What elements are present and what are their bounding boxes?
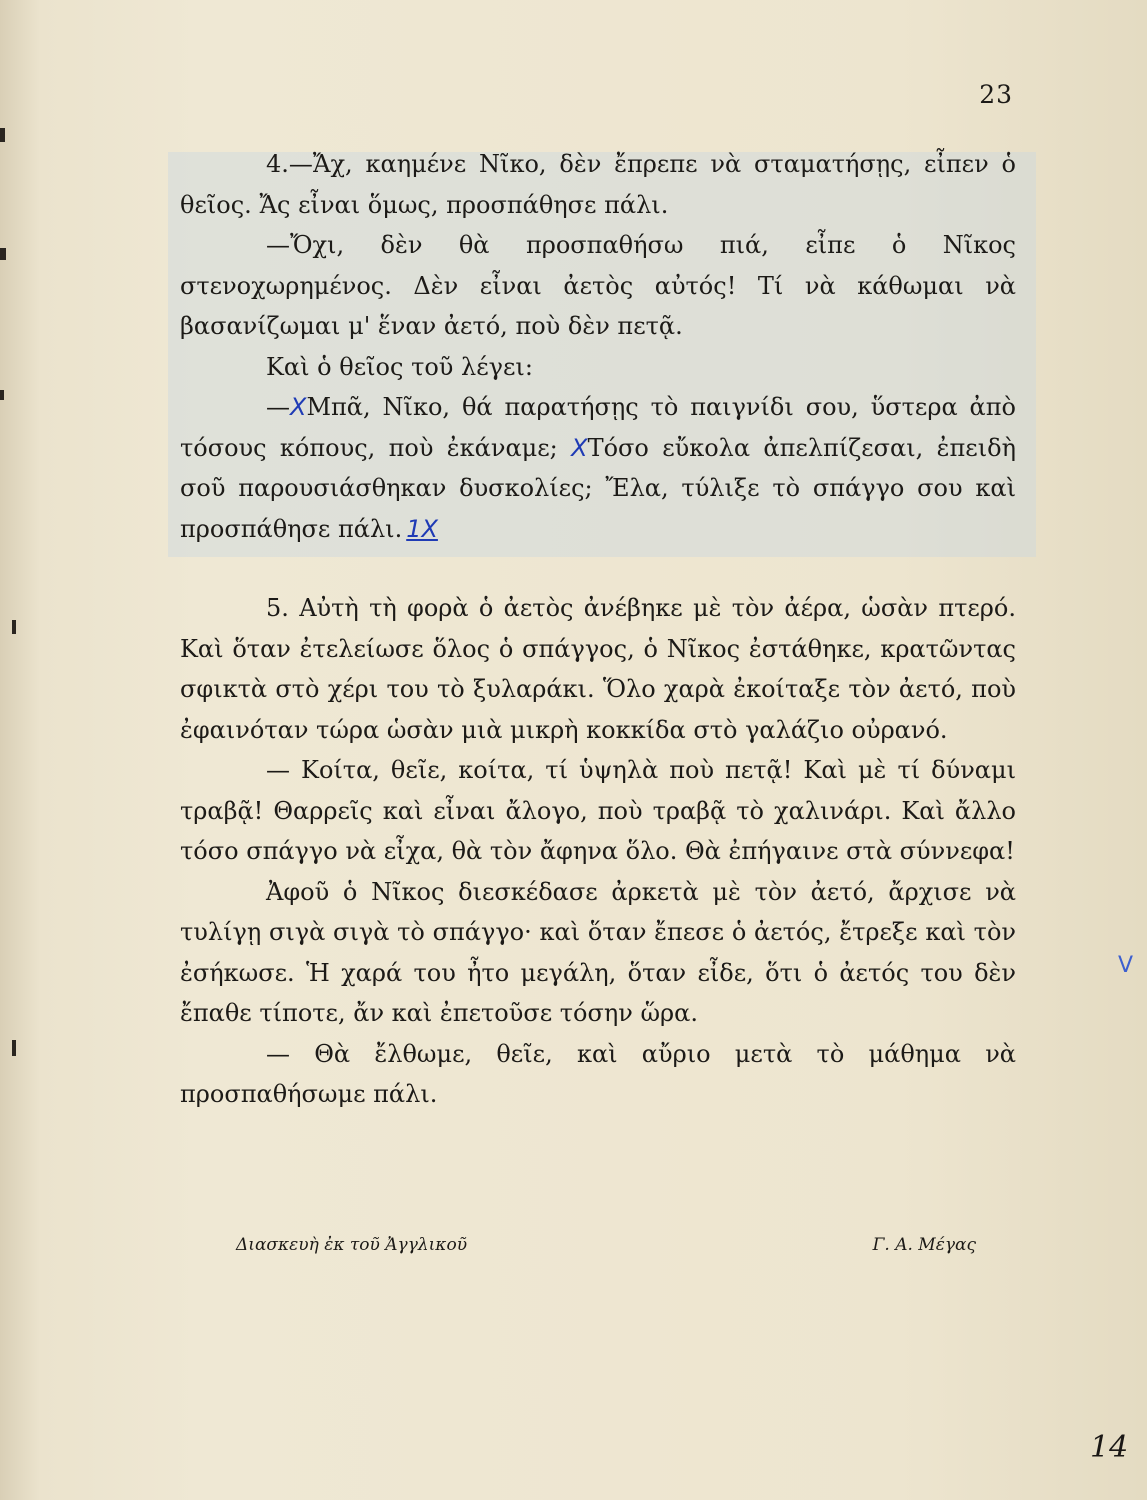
handwritten-number: 14 [1090,1430,1129,1465]
binding-mark [12,1040,16,1056]
paragraph: 4.—Ἄχ, καημένε Νῖκο, δὲν ἔπρεπε νὰ σταματήσῃς, εἶπεν ὁ θεῖος. Ἄς εἶναι ὅμως, προσπάθησε πάλι. [180,150,1016,219]
blue-margin-mark: V [1118,953,1134,978]
paragraph: 5. Αὐτὴ τὴ φορὰ ὁ ἀετὸς ἀνέβηκε μὲ τὸν ἀέρα, ὡσὰν πτερό. Καὶ ὅταν ἐτελείωσε ὅλος ὁ σπάγγος, ὁ Νῖκος ἐστάθηκε, κρατῶντας σφικτὰ στὸ χέρι του τὸ ξυλαράκι. Ὅλο χαρὰ ἐκοίταξε τὸν ἀετό, ποὺ ἐφαινόταν τώρα ὡσὰν μιὰ μικρὴ κοκκίδα στὸ γαλάζιο οὐρανό. [180,594,1016,744]
blue-x-mark: X [290,393,307,421]
main-text [180,144,1016,1115]
blue-x-mark: X [571,433,588,462]
author: Γ. Α. Μέγας [872,1235,976,1255]
page-number: 23 [979,80,1013,109]
sentence: Μπᾶ, Νῖκο, θά παρατήσῃς τὸ παιγνίδι σου, ὕστερα ἀπὸ τόσους κόπους, ποὺ ἐκάναμε; [180,393,1016,462]
paragraph: Ἀφοῦ ὁ Νῖκος διεσκέδασε ἀρκετὰ μὲ τὸν ἀετό, ἄρχισε νὰ τυλίγῃ σιγὰ σιγὰ τὸ σπάγγο· καὶ ὅταν ἔπεσε ὁ ἀετός, ἔτρεξε καὶ τὸν ἐσήκωσε. Ἡ χαρά του ἦτο μεγάλη, ὅταν εἶδε, ὅτι ὁ ἀετός του δὲν ἔπαθε τίποτε, ἄν καὶ ἐπετοῦσε τόσην ὥρα. [180,877,1016,1027]
binding-mark [12,620,16,634]
source-note: Διασκευὴ ἐκ τοῦ Ἀγγλικοῦ [236,1235,468,1255]
paragraph: —Ὄχι, δὲν θὰ προσπαθήσω πιά, εἶπε ὁ Νῖκος στενοχωρημένος. Δὲν εἶναι ἀετὸς αὐτός! Τί νὰ κάθωμαι νὰ βασανίζωμαι μ' ἕναν ἀετό, ποὺ δὲν πετᾷ. [180,231,1016,340]
binding-mark [0,248,6,260]
paragraph: — Θὰ ἔλθωμε, θεῖε, καὶ αὔριο μετὰ τὸ μάθημα νὰ προσπαθήσωμε πάλι. [180,1039,1016,1108]
binding-mark [0,128,5,142]
paragraph: — Κοίτα, θεῖε, κοίτα, τί ὑψηλὰ ποὺ πετᾷ! Καὶ μὲ τί δύναμι τραβᾷ! Θαρρεῖς καὶ εἶναι ἄλογο, ποὺ τραβᾷ τὸ χαλινάρι. Καὶ ἄλλο τόσο σπάγγο νὰ εἶχα, θὰ τὸν ἄφηνα ὅλο. Θὰ ἐπήγαινε στὰ σύννεφα! [180,756,1016,865]
paragraph: Καὶ ὁ θεῖος τοῦ λέγει: [266,352,533,381]
blue-annotation: 1X [406,514,438,543]
sentence: Τόσο εὔκολα ἀπελπίζεσαι, ἐπειδὴ σοῦ παρουσιάσθηκαν δυσκολίες; Ἔλα, τύλιξε τὸ σπάγγο σου καὶ προσπάθησε πάλι. [180,433,1016,543]
binding-mark [0,390,4,400]
dash: — [266,393,290,421]
marked-paragraph [180,387,1016,549]
